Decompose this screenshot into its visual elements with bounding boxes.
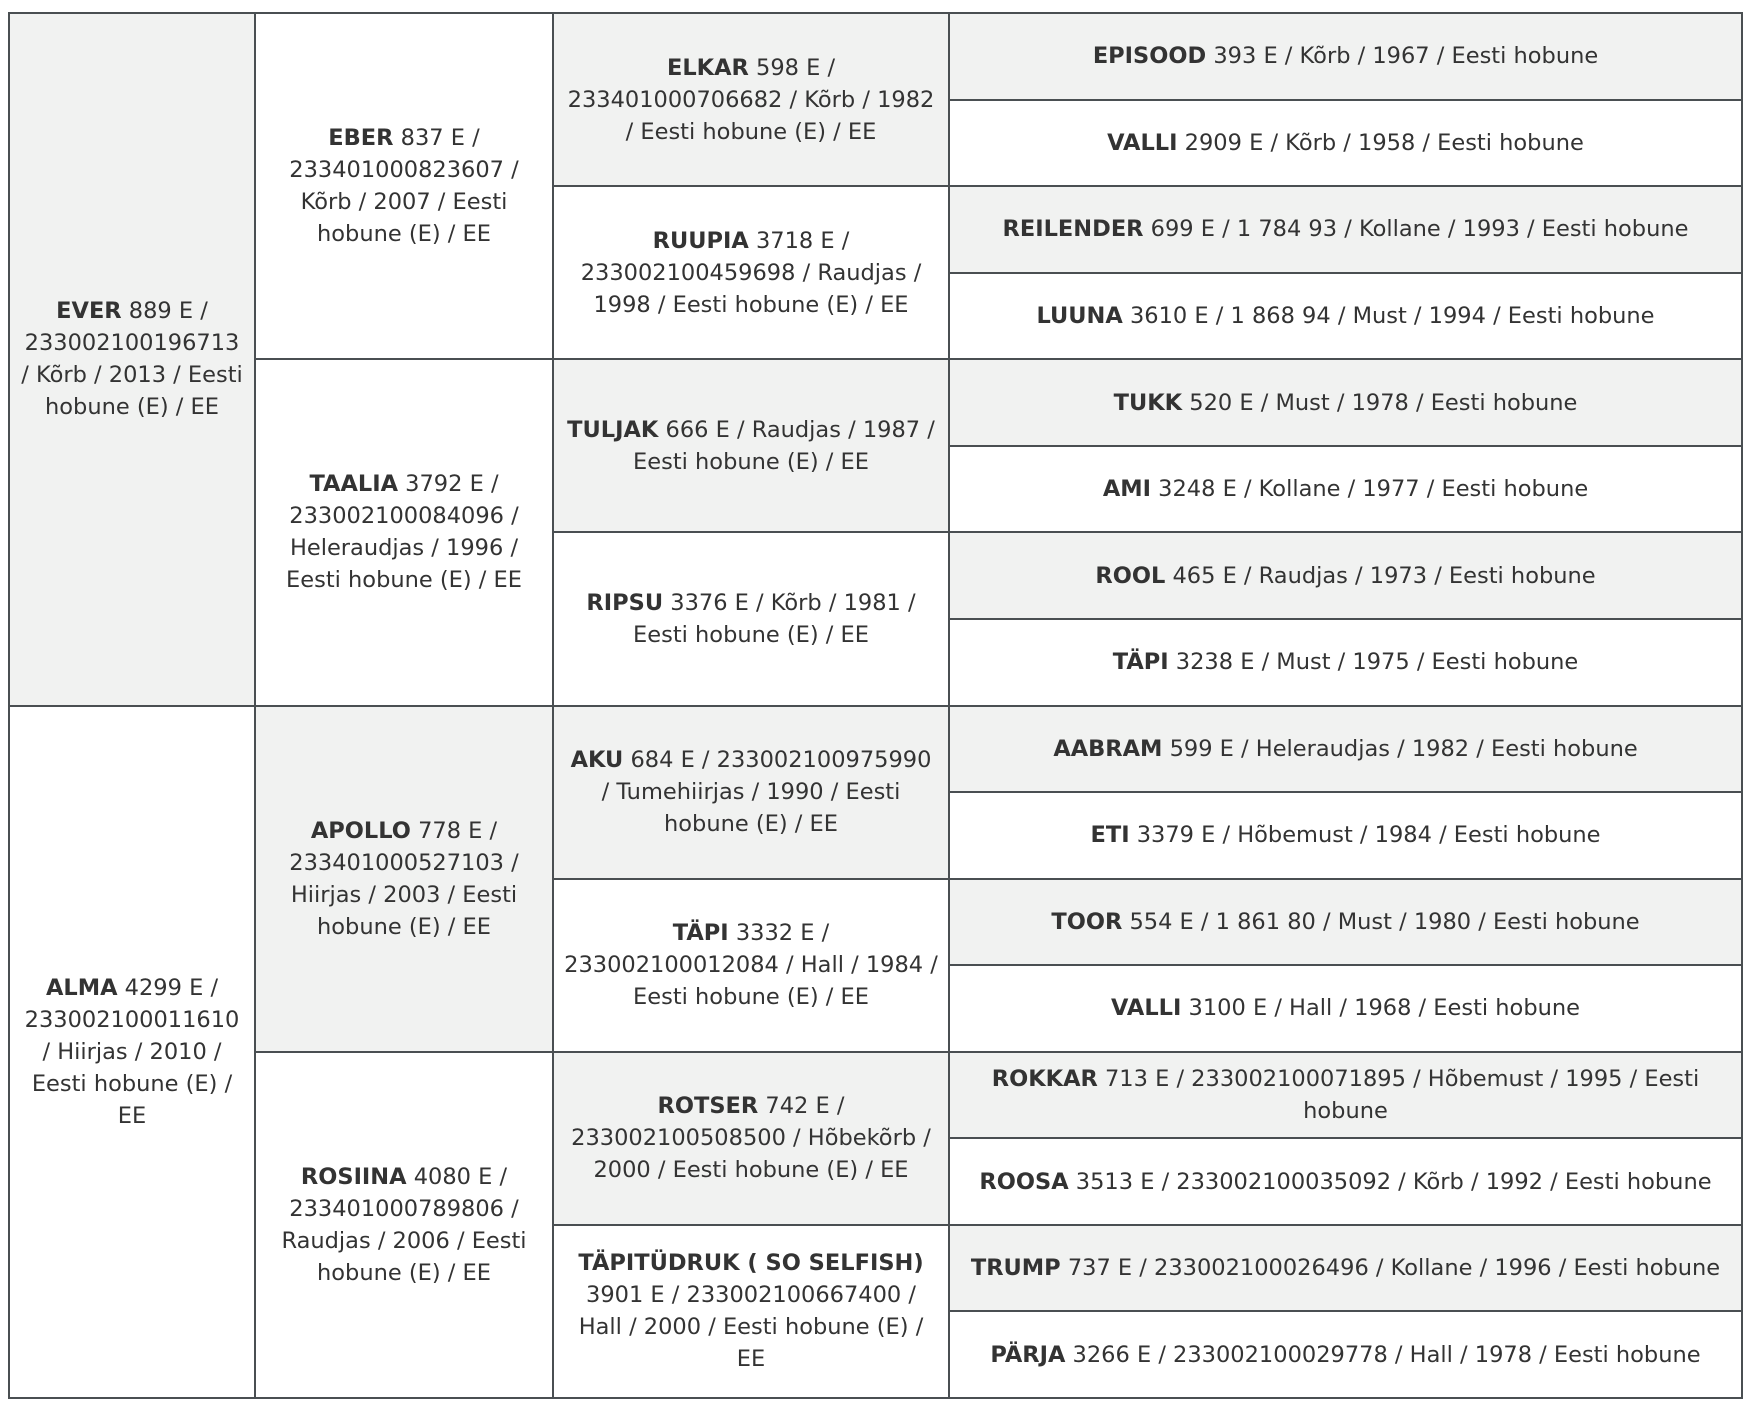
horse-info: 742 E / 233002100508500 / Hõbekõrb / 2000 / Eesti hobune (E) / EE bbox=[571, 1093, 931, 1184]
horse-name[interactable]: TOOR bbox=[1051, 908, 1123, 935]
pedigree-cell-dam-sire bbox=[255, 706, 553, 1052]
horse-name[interactable]: RUUPIA bbox=[652, 227, 749, 254]
pedigree-cell-dam-dam-sire-sire bbox=[949, 1052, 1742, 1139]
pedigree-cell-sire-sire-dam bbox=[553, 186, 949, 359]
pedigree-cell-sire-dam bbox=[255, 359, 553, 705]
horse-info: 4080 E / 233401000789806 / Raudjas / 2006 / Eesti hobune (E) / EE bbox=[281, 1163, 527, 1286]
horse-info: 3266 E / 233002100029778 / Hall / 1978 / Eesti hobune bbox=[1072, 1341, 1701, 1368]
horse-name[interactable]: APOLLO bbox=[310, 817, 411, 844]
horse-name[interactable]: AKU bbox=[570, 747, 624, 774]
horse-info: 3376 E / Kõrb / 1981 / Eesti hobune (E) / EE bbox=[633, 589, 916, 648]
horse-info: 737 E / 233002100026496 / Kollane / 1996 / Eesti hobune bbox=[1067, 1255, 1721, 1282]
pedigree-cell-sire-sire bbox=[255, 13, 553, 359]
horse-name[interactable]: TRUMP bbox=[970, 1255, 1061, 1282]
horse-name[interactable]: ROKKAR bbox=[991, 1066, 1098, 1093]
pedigree-cell-dam-dam-dam-dam bbox=[949, 1311, 1742, 1398]
horse-info: 599 E / Heleraudjas / 1982 / Eesti hobune bbox=[1169, 735, 1638, 762]
pedigree-cell-sire-dam-dam-sire bbox=[949, 532, 1742, 619]
horse-name[interactable]: PÄRJA bbox=[990, 1341, 1066, 1368]
horse-info: 889 E / 233002100196713 / Kõrb / 2013 / Eesti hobune (E) / EE bbox=[21, 298, 243, 421]
pedigree-cell-dam-sire-dam bbox=[553, 879, 949, 1052]
pedigree-cell-sire-sire-dam-dam bbox=[949, 273, 1742, 360]
pedigree-cell-dam-sire-sire-dam bbox=[949, 792, 1742, 879]
pedigree-cell-dam bbox=[9, 706, 255, 1399]
horse-name[interactable]: ETI bbox=[1090, 822, 1130, 849]
pedigree-table bbox=[8, 12, 1743, 1399]
horse-name[interactable]: EVER bbox=[56, 298, 122, 325]
pedigree-cell-dam-dam-sire-dam bbox=[949, 1138, 1742, 1225]
pedigree-cell-sire-sire-dam-sire bbox=[949, 186, 1742, 273]
pedigree-cell-dam-dam bbox=[255, 1052, 553, 1398]
horse-info: 713 E / 233002100071895 / Hõbemust / 1995 / Eesti hobune bbox=[1104, 1066, 1700, 1125]
horse-info: 3901 E / 233002100667400 / Hall / 2000 / Eesti hobune (E) / EE bbox=[578, 1282, 924, 1373]
horse-name[interactable]: REILENDER bbox=[1002, 216, 1144, 243]
horse-name[interactable]: TÄPITÜDRUK ( SO SELFISH) bbox=[578, 1250, 924, 1277]
horse-info: 393 E / Kõrb / 1967 / Eesti hobune bbox=[1213, 43, 1599, 70]
horse-name[interactable]: ROSIINA bbox=[300, 1163, 407, 1190]
horse-info: 666 E / Raudjas / 1987 / Eesti hobune (E) / EE bbox=[633, 416, 935, 475]
horse-name[interactable]: TÄPI bbox=[1112, 649, 1169, 676]
horse-info: 3379 E / Hõbemust / 1984 / Eesti hobune bbox=[1136, 822, 1601, 849]
pedigree-cell-dam-dam-dam bbox=[553, 1225, 949, 1398]
horse-name[interactable]: ALMA bbox=[45, 974, 118, 1001]
horse-name[interactable]: ROTSER bbox=[657, 1093, 759, 1120]
pedigree-cell-dam-sire-dam-sire bbox=[949, 879, 1742, 966]
horse-info: 778 E / 233401000527103 / Hiirjas / 2003 / Eesti hobune (E) / EE bbox=[289, 817, 519, 940]
horse-name[interactable]: VALLI bbox=[1107, 129, 1178, 156]
horse-name[interactable]: EBER bbox=[328, 125, 394, 152]
pedigree-cell-sire-dam-dam-dam bbox=[949, 619, 1742, 706]
horse-info: 3792 E / 233002100084096 / Heleraudjas / 1996 / Eesti hobune (E) / EE bbox=[286, 471, 522, 594]
pedigree-cell-sire-dam-sire-dam bbox=[949, 446, 1742, 533]
pedigree-cell-sire-dam-dam bbox=[553, 532, 949, 705]
horse-name[interactable]: LUUNA bbox=[1036, 302, 1123, 329]
horse-info: 520 E / Must / 1978 / Eesti hobune bbox=[1189, 389, 1578, 416]
horse-info: 837 E / 233401000823607 / Kõrb / 2007 / Eesti hobune (E) / EE bbox=[289, 125, 519, 248]
pedigree-cell-dam-sire-sire-sire bbox=[949, 706, 1742, 793]
horse-name[interactable]: ROOL bbox=[1095, 562, 1166, 589]
horse-info: 3513 E / 233002100035092 / Kõrb / 1992 / Eesti hobune bbox=[1075, 1168, 1712, 1195]
horse-info: 3332 E / 233002100012084 / Hall / 1984 / Eesti hobune (E) / EE bbox=[564, 920, 938, 1011]
horse-info: 465 E / Raudjas / 1973 / Eesti hobune bbox=[1172, 562, 1596, 589]
horse-name[interactable]: AABRAM bbox=[1053, 735, 1163, 762]
pedigree-cell-dam-sire-dam-dam bbox=[949, 965, 1742, 1052]
pedigree-cell-sire-dam-sire bbox=[553, 359, 949, 532]
horse-name[interactable]: TUKK bbox=[1113, 389, 1183, 416]
pedigree-cell-sire-sire-sire-sire bbox=[949, 13, 1742, 100]
pedigree-cell-sire-sire-sire-dam bbox=[949, 100, 1742, 187]
pedigree-cell-sire-sire-sire bbox=[553, 13, 949, 186]
horse-info: 3718 E / 233002100459698 / Raudjas / 1998 / Eesti hobune (E) / EE bbox=[580, 227, 922, 318]
horse-name[interactable]: RIPSU bbox=[586, 589, 664, 616]
horse-info: 684 E / 233002100975990 / Tumehiirjas / 1990 / Eesti hobune (E) / EE bbox=[601, 747, 932, 838]
horse-info: 554 E / 1 861 80 / Must / 1980 / Eesti hobune bbox=[1129, 908, 1640, 935]
horse-name[interactable]: VALLI bbox=[1111, 995, 1182, 1022]
horse-name[interactable]: TULJAK bbox=[567, 416, 659, 443]
horse-name[interactable]: ELKAR bbox=[666, 54, 749, 81]
horse-name[interactable]: AMI bbox=[1102, 476, 1151, 503]
pedigree-cell-sire bbox=[9, 13, 255, 706]
pedigree-cell-dam-dam-sire bbox=[553, 1052, 949, 1225]
horse-info: 3610 E / 1 868 94 / Must / 1994 / Eesti hobune bbox=[1129, 302, 1655, 329]
horse-info: 699 E / 1 784 93 / Kollane / 1993 / Eesti hobune bbox=[1150, 216, 1689, 243]
horse-name[interactable]: EPISOOD bbox=[1092, 43, 1207, 70]
horse-info: 2909 E / Kõrb / 1958 / Eesti hobune bbox=[1184, 129, 1584, 156]
pedigree-cell-dam-sire-sire bbox=[553, 706, 949, 879]
pedigree-cell-dam-dam-dam-sire bbox=[949, 1225, 1742, 1312]
horse-name[interactable]: TAALIA bbox=[309, 471, 399, 498]
horse-info: 4299 E / 233002100011610 / Hiirjas / 2010 / Eesti hobune (E) / EE bbox=[24, 974, 240, 1129]
horse-info: 3238 E / Must / 1975 / Eesti hobune bbox=[1175, 649, 1579, 676]
horse-name[interactable]: ROOSA bbox=[979, 1168, 1069, 1195]
horse-info: 3248 E / Kollane / 1977 / Eesti hobune bbox=[1158, 476, 1589, 503]
horse-info: 598 E / 233401000706682 / Kõrb / 1982 / Eesti hobune (E) / EE bbox=[567, 54, 935, 145]
pedigree-cell-sire-dam-sire-sire bbox=[949, 359, 1742, 446]
horse-name[interactable]: TÄPI bbox=[672, 920, 729, 947]
horse-info: 3100 E / Hall / 1968 / Eesti hobune bbox=[1188, 995, 1580, 1022]
